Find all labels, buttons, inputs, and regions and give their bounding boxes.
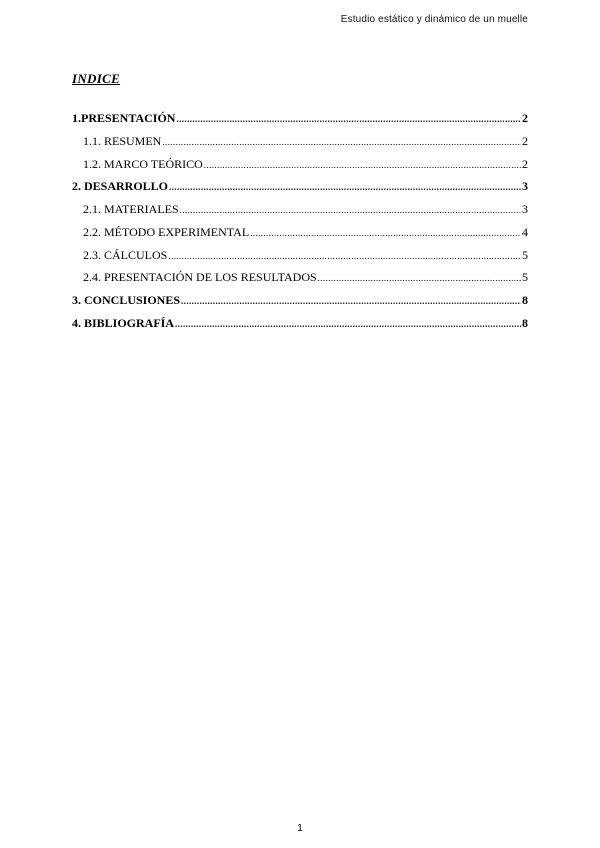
toc-entry-marco-teorico[interactable] <box>72 155 528 178</box>
toc-page-number: 8 <box>522 315 528 330</box>
toc-page-number: 2 <box>522 156 528 171</box>
toc-entry-calculos[interactable] <box>72 246 528 269</box>
toc-dot-leader <box>204 156 521 174</box>
toc-dot-leader <box>169 178 521 196</box>
toc-entry-label: 4. BIBLIOGRAFÍA <box>72 315 175 330</box>
table-of-contents <box>72 109 528 337</box>
toc-entry-label: 2.1. MATERIALES <box>83 202 179 216</box>
toc-entry-label: 2.4. PRESENTACIÓN DE LOS RESULTADOS <box>83 270 317 285</box>
toc-dot-leader <box>175 315 521 333</box>
toc-dot-leader <box>180 201 521 219</box>
toc-entry-presentacion-resultados[interactable] <box>72 268 528 291</box>
toc-dot-leader <box>181 292 521 310</box>
running-header: Estudio estático y dinámico de un muelle <box>340 14 528 25</box>
toc-dot-leader <box>168 247 521 265</box>
toc-entry-label: 2.3. CÁLCULOS <box>83 247 168 262</box>
toc-entry-label: 1.PRESENTACIÓN <box>72 111 176 125</box>
toc-dot-leader <box>162 133 521 151</box>
toc-entry-label: 2.2. MÉTODO EXPERIMENTAL <box>83 224 250 239</box>
toc-page-number: 5 <box>522 247 528 262</box>
toc-page-number: 2 <box>522 133 528 148</box>
toc-heading: INDICE <box>72 71 121 86</box>
toc-entry-desarrollo[interactable] <box>72 177 528 200</box>
toc-entry-label: 2. DESARROLLO <box>72 179 169 194</box>
toc-dot-leader <box>250 224 521 242</box>
toc-entry-bibliografia[interactable] <box>72 314 528 337</box>
toc-dot-leader <box>318 269 521 287</box>
toc-entry-materiales[interactable] <box>72 200 528 223</box>
toc-entry-metodo-experimental[interactable] <box>72 223 528 246</box>
page-number: 1 <box>297 823 303 834</box>
toc-entry-presentacion[interactable] <box>72 109 528 132</box>
toc-entry-resumen[interactable] <box>72 132 528 155</box>
toc-entry-label: 1.1. RESUMEN <box>83 133 162 148</box>
toc-entry-conclusiones[interactable] <box>72 291 528 314</box>
toc-page-number: 2 <box>522 111 528 125</box>
toc-page-number: 4 <box>522 224 528 239</box>
toc-dot-leader <box>176 110 521 128</box>
toc-entry-label: 3. CONCLUSIONES <box>72 293 181 307</box>
toc-page-number: 5 <box>522 270 528 285</box>
toc-page-number: 8 <box>522 293 528 307</box>
toc-page-number: 3 <box>522 179 528 194</box>
toc-page-number: 3 <box>522 202 528 216</box>
toc-entry-label: 1.2. MARCO TEÓRICO <box>83 156 203 171</box>
